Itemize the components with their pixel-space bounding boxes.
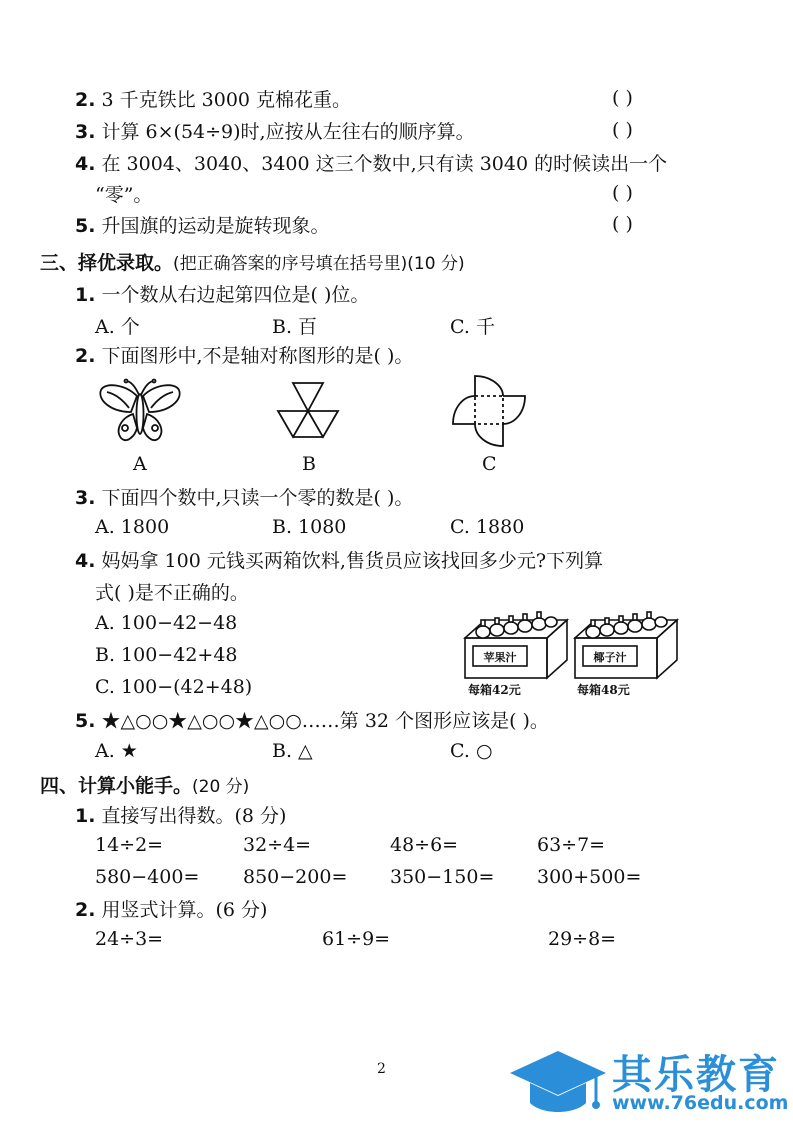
judge-item-text: 升国旗的运动是旋转现象。 [101, 215, 330, 237]
pinwheel-figure[interactable] [447, 374, 531, 448]
question-3-4-continued: 式( )是不正确的。 [95, 582, 249, 604]
question-text: 妈妈拿 100 元钱买两箱饮料,售货员应该找回多少元?下列算 [101, 550, 604, 572]
section-4-heading [40, 771, 249, 798]
watermark-url: www.76edu.com [612, 1092, 789, 1114]
answer-blank[interactable]: ( ) [612, 119, 633, 141]
figure-label-c: C [482, 453, 497, 475]
question-text: ★△○○★△○○★△○○……第 32 个图形应该是( )。 [101, 710, 549, 732]
option-a[interactable]: A. 100−42−48 [95, 612, 238, 634]
judge-item-number: 2. [75, 89, 96, 111]
option-b[interactable]: B. 1080 [272, 516, 347, 538]
question-text: 用竖式计算。(6 分) [101, 899, 268, 921]
calc-item[interactable]: 350−150= [390, 866, 495, 888]
box2-price: 每箱48元 [577, 683, 630, 697]
question-text: 直接写出得数。(8 分) [101, 805, 287, 827]
option-c[interactable]: C. 100−(42+48) [95, 676, 253, 698]
option-b[interactable]: B. △ [272, 740, 313, 762]
section-title: 三、择优录取。 [40, 252, 174, 274]
option-a[interactable]: A. ★ [95, 740, 138, 762]
calc-item[interactable]: 850−200= [243, 866, 348, 888]
answer-blank[interactable]: ( ) [612, 182, 633, 204]
question-3-4 [75, 548, 603, 574]
box1-label: 苹果汁 [483, 651, 517, 664]
vertical-calc-item[interactable]: 29÷8= [548, 928, 617, 950]
watermark-name: 其乐教育 [612, 1052, 780, 1098]
graduation-cap-icon [508, 1045, 608, 1125]
question-number: 3. [75, 487, 96, 509]
option-b[interactable]: B. 100−42+48 [95, 644, 238, 666]
option-a[interactable]: A. 个 [95, 316, 140, 338]
judge-item-2 [75, 87, 351, 113]
option-c[interactable]: C. 千 [450, 316, 495, 338]
box1-price: 每箱42元 [468, 683, 521, 697]
judge-item-3 [75, 119, 475, 145]
page-number: 2 [377, 1061, 386, 1077]
box2-label: 椰子汁 [593, 651, 627, 664]
question-3-3 [75, 485, 413, 511]
judge-item-5 [75, 213, 330, 239]
calc-item[interactable]: 48÷6= [390, 834, 459, 856]
section-note: (把正确答案的序号填在括号里)(10 分) [173, 254, 465, 274]
answer-blank[interactable]: ( ) [612, 87, 633, 109]
answer-blank[interactable]: ( ) [612, 213, 633, 235]
figure-label-b: B [302, 453, 316, 475]
triangles-figure[interactable] [273, 375, 343, 447]
judge-item-text: 在 3004、3040、3400 这三个数中,只有读 3040 的时候读出一个 [101, 153, 668, 175]
calc-item[interactable]: 14÷2= [95, 834, 164, 856]
judge-item-number: 3. [75, 121, 96, 143]
calc-item[interactable]: 580−400= [95, 866, 200, 888]
vertical-calc-item[interactable]: 24÷3= [95, 928, 164, 950]
question-number: 1. [75, 805, 96, 827]
question-number: 2. [75, 899, 96, 921]
butterfly-figure[interactable] [95, 378, 185, 448]
question-3-2 [75, 343, 413, 369]
section-title: 四、计算小能手。 [40, 775, 193, 797]
question-3-5 [75, 708, 549, 734]
section-note: (20 分) [192, 777, 250, 797]
option-c[interactable]: C. 1880 [450, 516, 525, 538]
option-b[interactable]: B. 百 [272, 316, 318, 338]
judge-item-4-continued: “零”。 [95, 184, 153, 206]
question-number: 4. [75, 550, 96, 572]
option-c[interactable]: C. ○ [450, 740, 493, 762]
judge-item-text: 计算 6×(54÷9)时,应按从左往右的顺序算。 [101, 121, 475, 143]
question-number: 5. [75, 710, 96, 732]
question-4-1 [75, 803, 286, 829]
option-a[interactable]: A. 1800 [95, 516, 170, 538]
judge-item-4 [75, 151, 667, 177]
question-text: 下面图形中,不是轴对称图形的是( )。 [101, 345, 414, 367]
question-number: 2. [75, 345, 96, 367]
question-text: 一个数从右边起第四位是( )位。 [101, 284, 370, 306]
figure-label-a: A [133, 453, 147, 475]
question-3-1 [75, 282, 369, 308]
question-4-2 [75, 897, 267, 923]
section-3-heading [40, 248, 465, 275]
calc-item[interactable]: 32÷4= [243, 834, 312, 856]
question-text: 下面四个数中,只读一个零的数是( )。 [101, 487, 414, 509]
judge-item-text: 3 千克铁比 3000 克棉花重。 [101, 89, 352, 111]
calc-item[interactable]: 300+500= [537, 866, 642, 888]
judge-item-number: 4. [75, 153, 96, 175]
calc-item[interactable]: 63÷7= [537, 834, 606, 856]
question-number: 1. [75, 284, 96, 306]
judge-item-number: 5. [75, 215, 96, 237]
vertical-calc-item[interactable]: 61÷9= [322, 928, 391, 950]
